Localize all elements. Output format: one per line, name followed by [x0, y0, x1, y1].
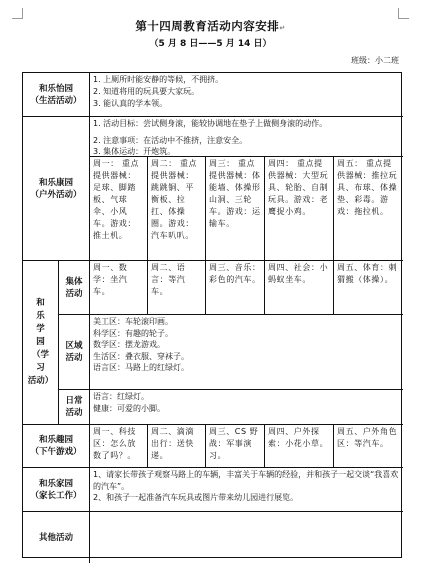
play-friday: 周五、户外角色区：等汽车。 — [334, 425, 403, 468]
play-thursday: 周四、户外探索：小花小草。 — [265, 425, 334, 468]
area-activity-header: 区域 活动 — [59, 315, 90, 390]
outdoor-monday: 周一： 重点提供器械：足球、脚踏板、气球伞、小风车。游戏：推土机。 — [90, 157, 148, 261]
page-subtitle: （5 月 8 日——5 月 14 日） — [149, 39, 272, 49]
life-activity-content: 1. 上厕所时能安静的等候，不拥挤。 2. 知道将用的玩具要大家玩。 3. 能认真的学本领。 — [90, 73, 403, 117]
daily-activity-header: 日常 活动 — [59, 390, 90, 425]
schedule-table — [22, 72, 402, 558]
return-mark: ↵ — [279, 24, 286, 32]
afternoon-play-header: 和乐趣园 （下午游戏） — [23, 425, 90, 468]
outdoor-group-exercise: 3. 集体运动：开炮筑。 — [90, 146, 403, 157]
group-thursday: 周四、社会：小蚂蚁坐车。 — [265, 261, 334, 315]
group-activity-header: 集体 活动 — [59, 261, 90, 315]
daily-activity-content: 语言：红绿灯。 健康：可爱的小脚。 — [90, 390, 403, 425]
outdoor-goal: 1. 活动目标：尝试侧身滚，能较协调地在垫子上做侧身滚的动作。 — [93, 119, 328, 128]
play-monday: 周一、科技区：怎么放数了吗？。 — [90, 425, 148, 468]
parent-work-header: 和乐家园 （家长工作） — [23, 468, 90, 512]
play-wednesday: 周三、CS 野战：军事演习。 — [206, 425, 265, 468]
play-tuesday: 周二、滴滴出行：送快递。 — [148, 425, 206, 468]
group-tuesday: 周二、语言：等汽车。 — [148, 261, 206, 315]
parent-work-content: 1、请家长带孩子观察马路上的车辆，丰富关于车辆的经验，并和孩子一起交谈“我喜欢的汽车”。 2、和孩子一起准备汽车玩具或图片带来幼儿园进行展览。 — [90, 468, 403, 512]
outdoor-friday: 周五： 重点提供器械：推拉玩具、布球、体操垫、彩毒。游戏：拖拉机。 — [334, 157, 403, 261]
other-activity-content — [90, 512, 403, 563]
outdoor-thursday: 周四： 重点提供器械：大型玩具、轮胎、自制玩具。游戏：老鹰捉小鸡。 — [265, 157, 334, 261]
outdoor-tuesday: 周二： 重点提供器械：跳跳铜、平衡板、拉扛、体操圈。游戏：汽车叭叭。 — [148, 157, 206, 261]
other-activity-header: 其他活动 — [23, 512, 90, 563]
outdoor-wednesday: 周三： 重点提供器械：体能墙、体操形山洞、三轮车。游戏：运输车。 — [206, 157, 265, 261]
outdoor-notes: 2. 注意事项：在活动中不推挤，注意安全。 — [93, 136, 248, 145]
class-label: 班级：小二班 — [351, 56, 399, 65]
life-activity-header: 和乐怡园 （生活活动） — [23, 73, 90, 117]
outdoor-activity-header: 和乐康园 （户外活动） — [23, 117, 90, 261]
area-activity-content: 美工区：车轮滚印画。 科学区：有趣的轮子。 数学区：摆龙游戏。 生活区：叠衣服、穿袜子。 语言区：马路上的红绿灯。 — [90, 315, 403, 390]
learning-activity-header: 和 乐 学 园 （学 习 活动） — [23, 261, 59, 425]
group-monday: 周一、数学：坐汽车。 — [90, 261, 148, 315]
group-wednesday: 周三、音乐：彩色的汽车。 — [206, 261, 265, 315]
group-friday: 周五、体育：刺猬搬（体操）。 — [334, 261, 403, 315]
page-title: 第十四周教育活动内容安排↵ — [135, 19, 286, 33]
